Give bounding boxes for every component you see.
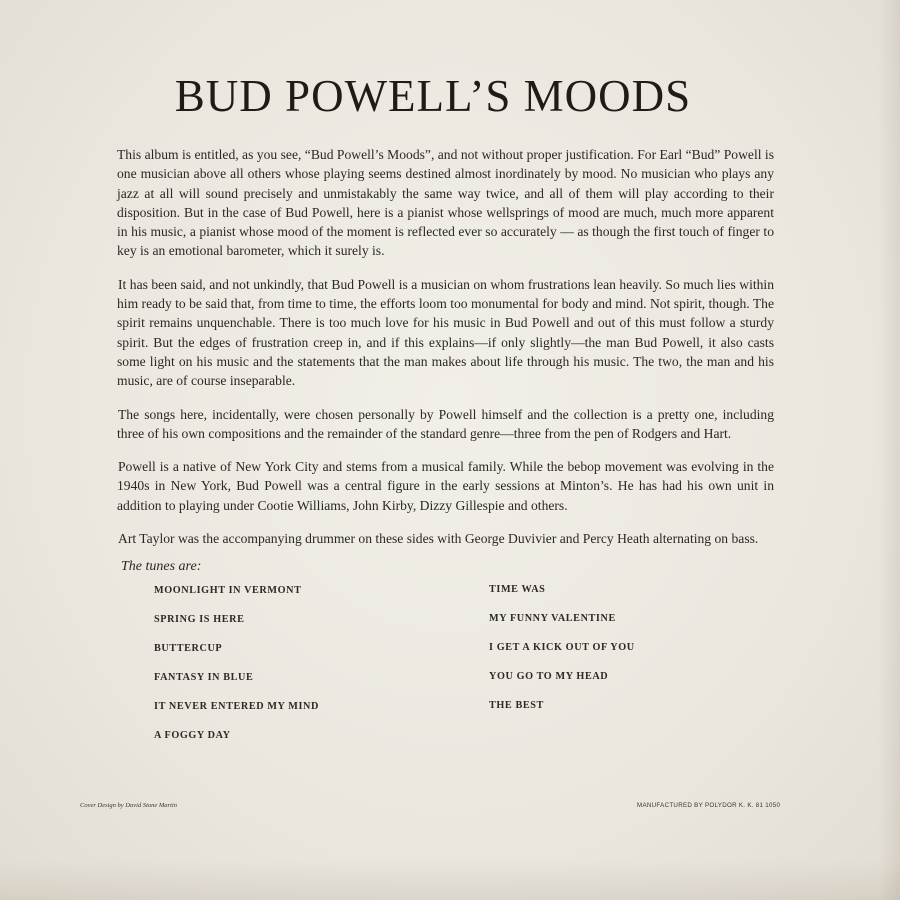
tune-item: THE BEST xyxy=(489,700,544,711)
liner-notes xyxy=(117,145,774,562)
liner-paragraph: Art Taylor was the accompanying drummer on these sides with George Duvivier and Percy Heath alternating on bass. xyxy=(118,531,759,547)
tune-list-left xyxy=(154,585,319,759)
tune-list-right xyxy=(489,584,635,729)
tune-item: FANTASY IN BLUE xyxy=(154,672,254,683)
tune-item: IT NEVER ENTERED MY MIND xyxy=(154,701,319,712)
tune-item: MY FUNNY VALENTINE xyxy=(489,613,616,624)
liner-paragraph: Powell is a native of New York City and stems from a musical family. While the bebop movement was evolving in the 1940s in New York, Bud Powell was a central figure in the early sessions at Minton’s. He has had his own unit in addition to playing under Cootie Williams, John Kirby, Dizzy Gillespie and others. xyxy=(117,459,774,513)
manufacturer-credit: MANUFACTURED BY POLYDOR K. K. 81 1050 xyxy=(637,802,781,809)
edge-wear xyxy=(0,860,900,900)
tune-item: A FOGGY DAY xyxy=(154,730,231,741)
tune-item: TIME WAS xyxy=(489,584,546,595)
album-title: BUD POWELL’S MOODS xyxy=(174,71,692,121)
tunes-heading: The tunes are: xyxy=(121,559,202,574)
liner-paragraph: It has been said, and not unkindly, that Bud Powell is a musician on whom frustrations lean heavily. So much lies within him ready to be said that, from time to time, the efforts loom too monumental for body and mind. Not spirit, though. The spirit remains unquenchable. There is too much love for his music in Bud Powell and out of this must follow a sturdy spirit. But the edges of frustration creep in, and if this explains—if only slightly—the man Bud Powell, it also casts some light on his music and the statements that the man makes about life through his music. The two, the man and his music, are of course inseparable. xyxy=(117,276,774,389)
tune-item: YOU GO TO MY HEAD xyxy=(489,671,609,682)
liner-paragraph: This album is entitled, as you see, “Bud Powell’s Moods”, and not without proper justification. For Earl “Bud” Powell is one musician above all others whose playing seems destined almost inordinately by mood. No musician who plays any jazz at all will sound precisely and unmistakably the same way twice, and all of them will play according to their disposition. But in the case of Bud Powell, here is a pianist whose wellsprings of mood are much, much more apparent in his music, a pianist whose mood of the moment is reflected ever so accurately — as though the first touch of finger to key is an emotional barometer, which it surely is. xyxy=(117,147,774,259)
tune-item: SPRING IS HERE xyxy=(154,614,245,625)
cover-design-credit: Cover Design by David Stone Martin xyxy=(80,802,177,809)
tune-item: MOONLIGHT IN VERMONT xyxy=(154,585,302,596)
edge-wear xyxy=(878,0,900,900)
tune-item: BUTTERCUP xyxy=(154,643,223,654)
tune-item: I GET A KICK OUT OF YOU xyxy=(489,642,635,653)
liner-paragraph: The songs here, incidentally, were chosen personally by Powell himself and the collection is a pretty one, including three of his own compositions and the remainder of the standard genre—three from the pen of Rodgers and Hart. xyxy=(117,406,774,441)
